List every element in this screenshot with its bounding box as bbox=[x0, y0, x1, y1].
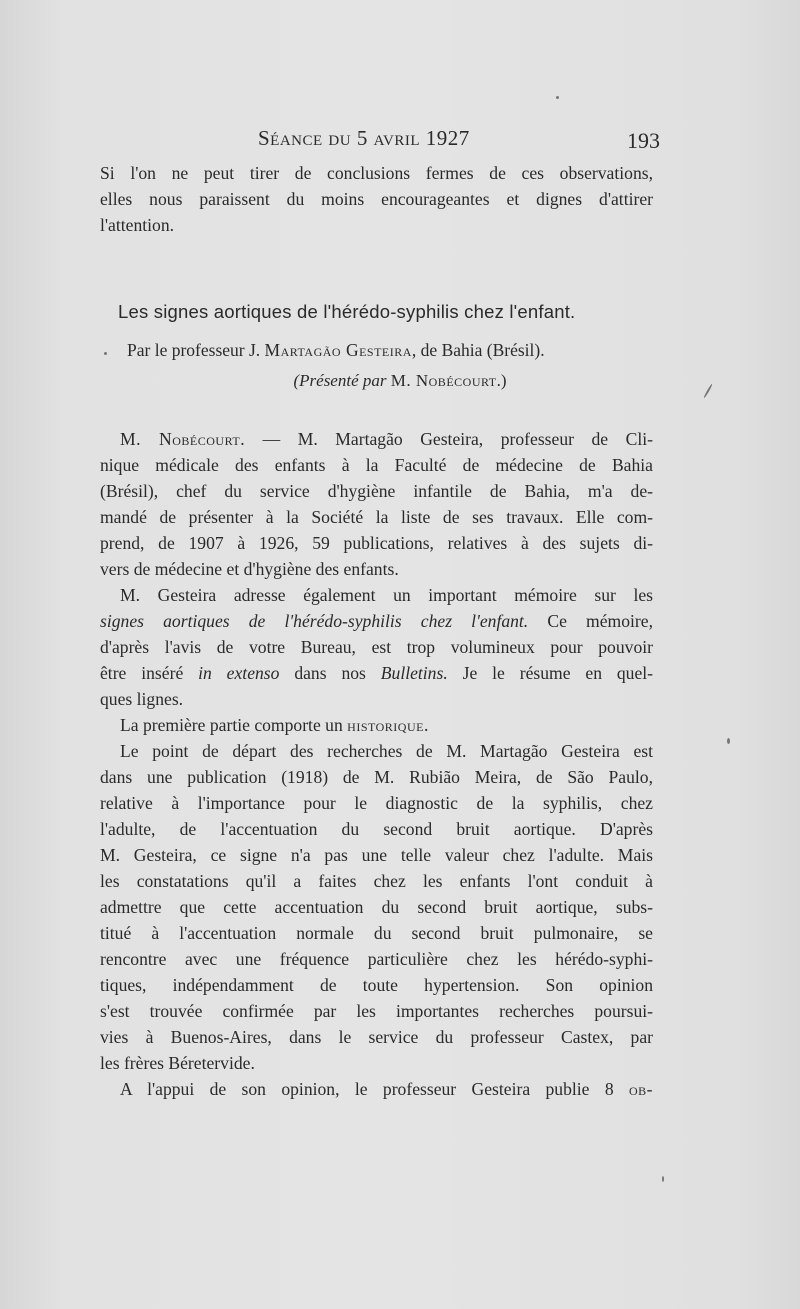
article-byline bbox=[127, 340, 545, 361]
running-head: Séance du 5 avril 1927 bbox=[258, 126, 470, 150]
text-line: vies à Buenos-Aires, dans le service du professeur Castex, par bbox=[100, 1027, 653, 1047]
text-line: les frères Béretervide. bbox=[100, 1053, 255, 1073]
article-title: Les signes aortiques de l'hérédo-syphilis chez l'enfant. bbox=[118, 301, 576, 322]
text-line: l'attention. bbox=[100, 215, 175, 235]
text-line: l'adulte, de l'accentuation du second bruit aortique. D'après bbox=[100, 819, 653, 839]
text-line: M. Nobécourt. — M. Martagão Gesteira, professeur de Cli- bbox=[120, 429, 653, 449]
text-line: ques lignes. bbox=[100, 689, 184, 709]
text-line: elles nous paraissent du moins encourageantes et dignes d'attirer bbox=[100, 189, 653, 209]
scan-speck bbox=[727, 738, 730, 744]
text-line: tiques, indépendamment de toute hypertension. Son opinion bbox=[100, 975, 653, 995]
text-line: relative à l'importance pour le diagnostic de la syphilis, chez bbox=[100, 793, 653, 813]
presenter-name: M. Nobécourt bbox=[390, 371, 497, 390]
text-line: être inséré in extenso dans nos Bulletins. Je le résume en quel- bbox=[100, 663, 654, 683]
text-line: La première partie comporte un historique. bbox=[120, 715, 429, 735]
text-line: prend, de 1907 à 1926, 59 publications, relatives à des sujets di- bbox=[100, 533, 653, 553]
presented-by bbox=[0, 371, 800, 391]
text-line: titué à l'accentuation normale du second bruit pulmonaire, se bbox=[100, 923, 653, 943]
scan-speck bbox=[556, 96, 559, 99]
text-line: d'après l'avis de votre Bureau, est trop volumineux pour pouvoir bbox=[100, 637, 653, 657]
text-line: M. Gesteira adresse également un important mémoire sur les bbox=[120, 585, 653, 605]
main-text bbox=[100, 426, 653, 1102]
page-number: 193 bbox=[627, 128, 660, 153]
text-line: Le point de départ des recherches de M. Martagão Gesteira est bbox=[120, 741, 653, 761]
text-line: vers de médecine et d'hygiène des enfants. bbox=[100, 559, 399, 579]
speaker-name: M. Nobécourt. bbox=[120, 429, 246, 449]
byline-suffix: , de Bahia (Brésil). bbox=[411, 340, 545, 360]
page-header bbox=[0, 126, 800, 156]
text-line: rencontre avec une fréquence particulière chez les hérédo-syphi- bbox=[100, 949, 653, 969]
text-line: (Brésil), chef du service d'hygiène infantile de Bahia, m'a de- bbox=[100, 481, 653, 501]
scan-speck bbox=[104, 352, 107, 355]
text-line: M. Gesteira, ce signe n'a pas une telle valeur chez l'adulte. Mais bbox=[100, 845, 653, 865]
scan-speck bbox=[662, 1176, 664, 1182]
text-line: nique médicale des enfants à la Faculté de médecine de Bahia bbox=[100, 455, 653, 475]
presented-suffix: .) bbox=[496, 371, 507, 390]
presented-prefix: (Présenté par bbox=[293, 371, 387, 390]
text-line: signes aortiques de l'hérédo-syphilis chez l'enfant. Ce mémoire, bbox=[100, 611, 653, 631]
text-line: admettre que cette accentuation du second bruit aortique, subs- bbox=[100, 897, 653, 917]
text-line: dans une publication (1918) de M. Rubião Meira, de São Paulo, bbox=[100, 767, 653, 787]
text-line: Si l'on ne peut tirer de conclusions fermes de ces observations, bbox=[100, 163, 653, 183]
text-line: les constatations qu'il a faites chez les enfants l'ont conduit à bbox=[100, 871, 653, 891]
section-name: historique bbox=[347, 715, 424, 735]
intro-paragraph bbox=[100, 160, 653, 238]
byline-prefix: Par le professeur J. bbox=[127, 340, 261, 360]
text-line: mandé de présenter à la Société la liste de ses travaux. Elle com- bbox=[100, 507, 653, 527]
text-line: A l'appui de son opinion, le professeur Gesteira publie 8 ob- bbox=[120, 1079, 653, 1099]
author-name: Martagão Gesteira bbox=[264, 340, 412, 360]
text-line: s'est trouvée confirmée par les importantes recherches poursui- bbox=[100, 1001, 653, 1021]
